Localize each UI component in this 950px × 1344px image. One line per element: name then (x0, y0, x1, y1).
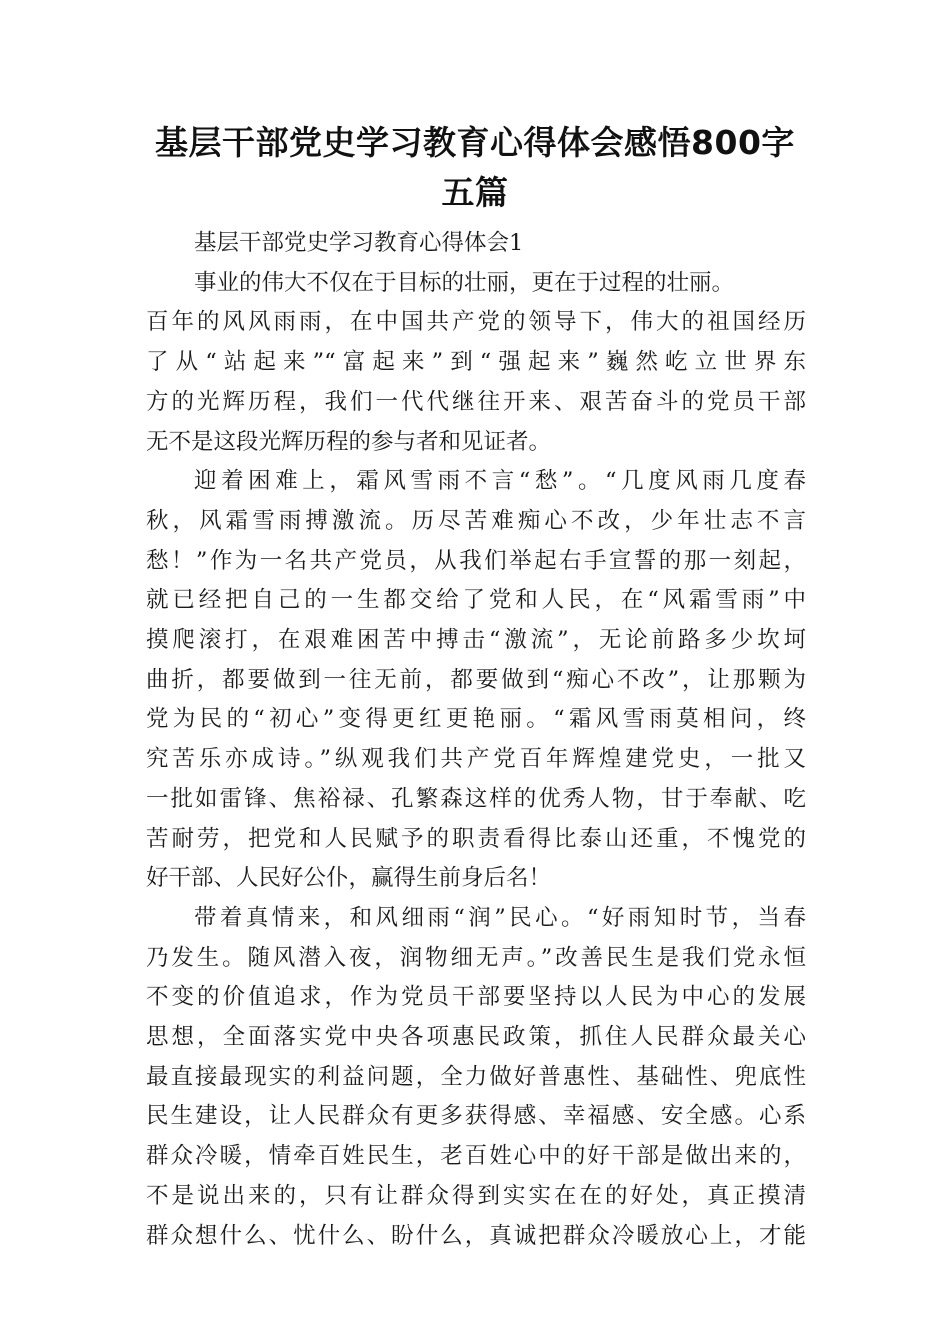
paragraph-line: 一批如雷锋、焦裕禄、孔繁森这样的优秀人物，甘于奉献、吃 (146, 785, 806, 812)
paragraph-line: 最直接最现实的利益问题，全力做好普惠性、基础性、兜底性 (146, 1063, 806, 1090)
paragraph-line: 百年的风风雨雨，在中国共产党的领导下，伟大的祖国经历 (146, 309, 806, 336)
paragraph-line: 民生建设，让人民群众有更多获得感、幸福感、安全感。心系 (146, 1103, 806, 1130)
title-line-2: 五篇 (441, 173, 509, 212)
paragraph-line: 曲折，都要做到一往无前，都要做到“痴心不改”，让那颗为 (146, 666, 806, 693)
paragraph-line: 群众想什么、忧什么、盼什么，真诚把群众冷暖放心上，才能 (146, 1222, 806, 1249)
paragraph-line: 究苦乐亦成诗。”纵观我们共产党百年辉煌建党史，一批又 (146, 746, 806, 773)
document-body (146, 224, 806, 1256)
paragraph-line: 思想，全面落实党中央各项惠民政策，抓住人民群众最关心 (146, 1024, 806, 1051)
paragraph-line: 了从“站起来”“富起来”到“强起来”巍然屹立世界东 (146, 349, 806, 376)
paragraph-line: 不是说出来的，只有让群众得到实实在在的好处，真正摸清 (146, 1182, 806, 1209)
paragraph-line: 不变的价值追求，作为党员干部要坚持以人民为中心的发展 (146, 984, 806, 1011)
title-line-1: 基层干部党史学习教育心得体会感悟800字 (155, 123, 795, 162)
paragraph-line: 摸爬滚打，在艰难困苦中搏击“激流”，无论前路多少坎坷 (146, 627, 806, 654)
document-title (120, 118, 830, 218)
paragraph-line: 方的光辉历程，我们一代代继往开来、艰苦奋斗的党员干部 (146, 388, 806, 415)
paragraph-line: 乃发生。随风潜入夜，润物细无声。”改善民生是我们党永恒 (146, 944, 806, 971)
paragraph-line: 愁！”作为一名共产党员，从我们举起右手宣誓的那一刻起， (146, 547, 806, 574)
paragraph-line: 迎着困难上，霜风雪雨不言“愁”。“几度风雨几度春 (194, 468, 806, 495)
paragraph-line: 事业的伟大不仅在于目标的壮丽，更在于过程的壮丽。 (194, 269, 735, 296)
paragraph-line: 就已经把自己的一生都交给了党和人民，在“风霜雪雨”中 (146, 587, 806, 614)
paragraph-line: 带着真情来，和风细雨“润”民心。“好雨知时节，当春 (194, 904, 806, 931)
paragraph-line: 党为民的“初心”变得更红更艳丽。“霜风雪雨莫相问，终 (146, 706, 806, 733)
paragraph-line: 秋，风霜雪雨搏激流。历尽苦难痴心不改，少年壮志不言 (146, 507, 806, 534)
paragraph-line: 无不是这段光辉历程的参与者和见证者。 (146, 428, 552, 455)
paragraph-line: 群众冷暖，情牵百姓民生，老百姓心中的好干部是做出来的， (146, 1143, 806, 1170)
paragraph-line: 好干部、人民好公仆，赢得生前身后名！ (146, 865, 552, 892)
paragraph-line: 苦耐劳，把党和人民赋予的职责看得比泰山还重，不愧党的 (146, 825, 806, 852)
section-subheading: 基层干部党史学习教育心得体会1 (194, 230, 524, 256)
